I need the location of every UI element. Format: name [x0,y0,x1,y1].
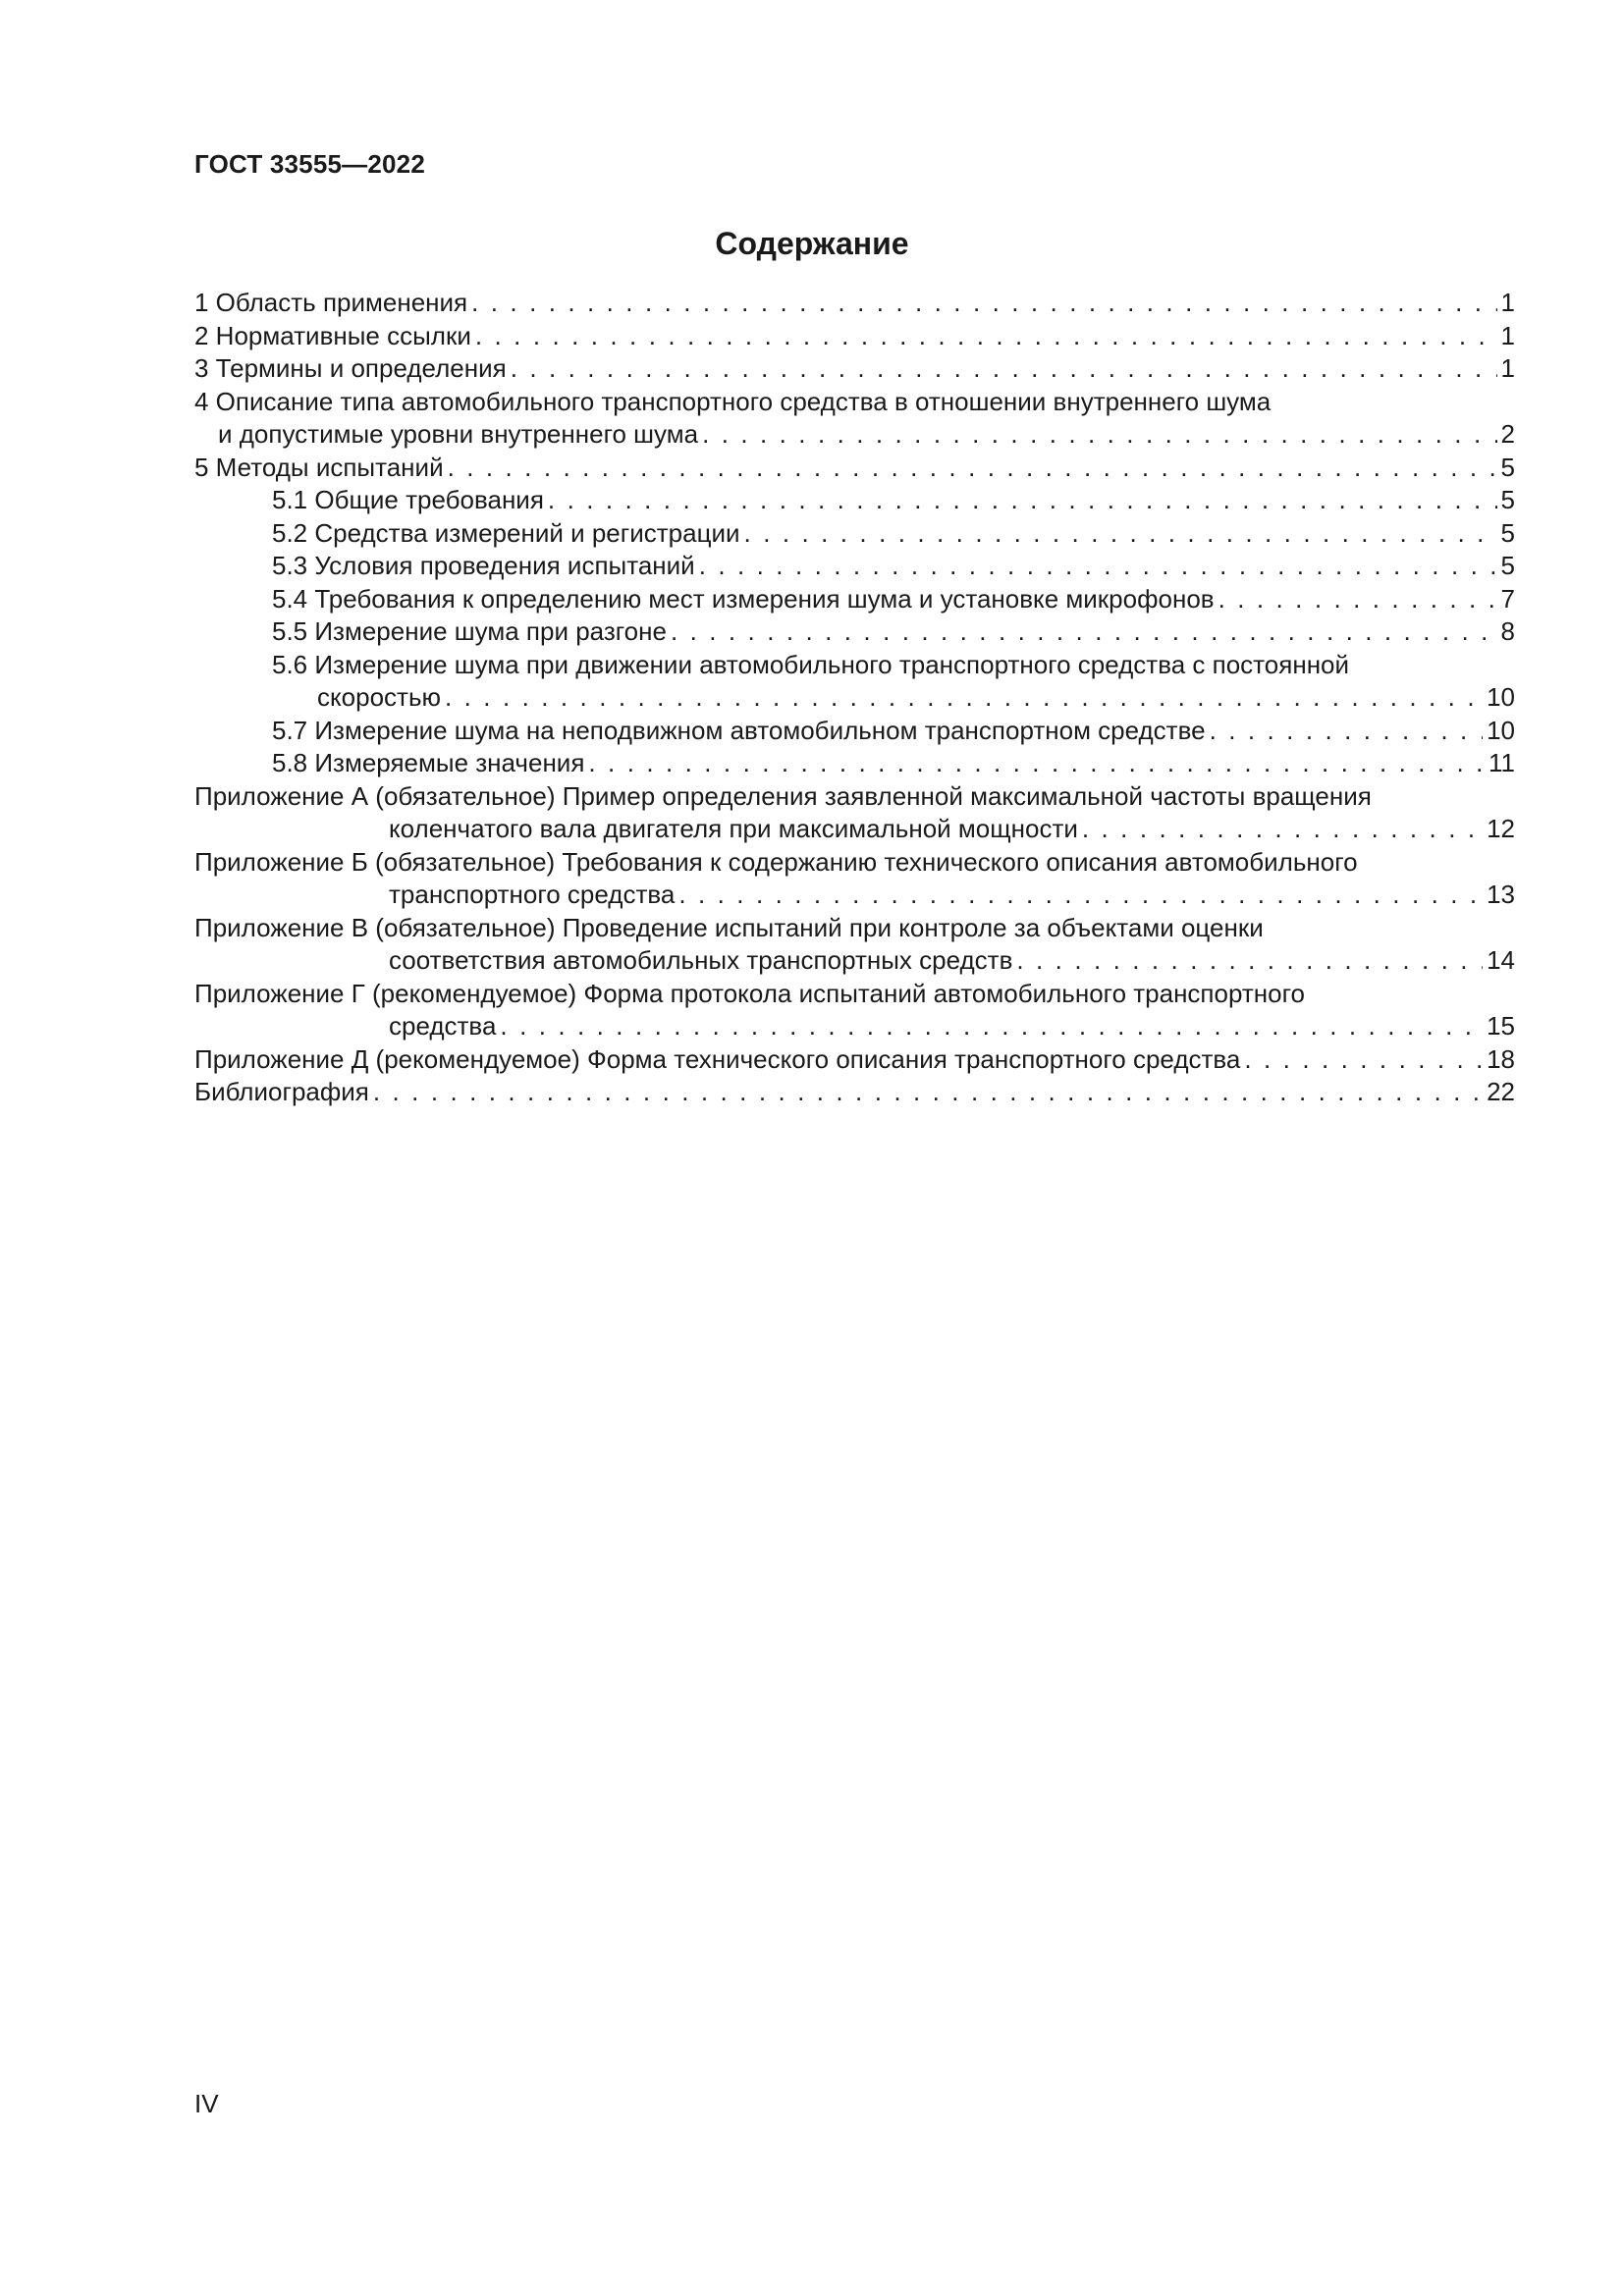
toc-entry-bibliography[interactable] [194,1076,1515,1109]
toc-entry-appendix-v[interactable] [194,912,1515,978]
toc-leader-dots [744,517,1497,551]
toc-leader-dots [702,418,1496,452]
toc-entry-terms-definitions[interactable] [194,352,1515,386]
toc-entry-label: 5.1 Общие требования [272,485,544,514]
toc-entry-stationary-noise[interactable] [194,715,1515,748]
toc-leader-dots [500,1010,1483,1043]
toc-page-number: 5 [1500,517,1515,548]
toc-entry-measurement-instruments[interactable] [194,517,1515,551]
toc-page-number: 22 [1487,1077,1515,1106]
toc-entry-vehicle-type-description[interactable] [194,386,1515,452]
toc-page-number: 11 [1489,748,1515,777]
toc-entry-test-conditions[interactable] [194,550,1515,583]
toc-entry-test-methods[interactable] [194,452,1515,485]
toc-leader-dots [548,484,1497,517]
toc-entry-label: Приложение Г (рекомендуемое) Форма протокола испытаний автомобильного транспортного [194,978,1305,1008]
toc-page-number: 8 [1500,616,1515,646]
toc-entry-label-continued: скоростью [317,682,442,712]
toc-entry-label: 5.3 Условия проведения испытаний [272,551,695,580]
toc-entry-general-requirements[interactable] [194,484,1515,517]
toc-entry-label: 3 Термины и определения [194,353,507,383]
toc-leader-dots [699,550,1497,583]
toc-entry-microphone-placement[interactable] [194,583,1515,616]
toc-page-number: 1 [1500,320,1515,350]
toc-entry-appendix-g[interactable] [194,978,1515,1043]
toc-entry-label: 5.4 Требования к определению мест измерения шума и установке микрофонов [272,583,1215,614]
toc-page-number: 10 [1487,682,1515,712]
toc-page-number: 18 [1487,1043,1515,1074]
toc-leader-dots [373,1076,1483,1109]
toc-entry-acceleration-noise[interactable] [194,615,1515,649]
toc-leader-dots [671,615,1497,649]
toc-leader-dots [1244,1043,1483,1077]
toc-leader-dots [678,879,1483,912]
toc-entry-label: 5.7 Измерение шума на неподвижном автомобильном транспортном средстве [272,715,1206,745]
toc-entry-label-continued: соответствия автомобильных транспортных средств [389,945,1013,975]
toc-leader-dots [1082,813,1483,846]
toc-page-number: 5 [1500,551,1515,580]
toc-entry-label: 4 Описание типа автомобильного транспортного средства в отношении внутреннего шума [194,386,1272,416]
toc-entry-label: 5.2 Средства измерений и регистрации [272,517,740,548]
toc-entry-constant-speed-noise[interactable] [194,649,1515,715]
toc-entry-label-continued: и допустимые уровни внутреннего шума [218,419,699,449]
toc-page-number: 5 [1500,452,1515,482]
toc-leader-dots [1016,944,1483,978]
toc-page-number: 5 [1500,485,1515,514]
toc-leader-dots [475,320,1497,353]
toc-page-number: 1 [1500,288,1515,317]
toc-entry-label: Приложение Б (обязательное) Требования к содержанию технического описания автомобильного [194,846,1358,877]
toc-page-number: 7 [1500,583,1515,614]
toc-leader-dots [1210,715,1484,748]
toc-page-number: 14 [1487,945,1515,975]
toc-page-number: 2 [1500,419,1515,449]
toc-entry-label-continued: коленчатого вала двигателя при максимальной мощности [389,814,1078,843]
toc-entry-label: 5.5 Измерение шума при разгоне [272,616,667,646]
toc-page-number: 12 [1487,814,1515,843]
toc-page-number: 1 [1500,353,1515,383]
toc-entry-label: 1 Область применения [194,288,468,317]
toc-leader-dots [448,452,1497,485]
toc-page-number: 13 [1487,880,1515,909]
toc-page-number: 15 [1487,1011,1515,1041]
toc-leader-dots [511,352,1497,386]
toc-entry-label: 5.8 Измеряемые значения [272,748,585,777]
toc-entry-label: 5 Методы испытаний [194,452,444,482]
toc-entry-appendix-a[interactable] [194,780,1515,846]
toc-entry-label: Приложение Д (рекомендуемое) Форма технического описания транспортного средства [194,1043,1241,1074]
toc-leader-dots [1218,583,1497,616]
toc-leader-dots [588,747,1485,780]
toc-entry-label-continued: средства [389,1011,497,1041]
toc-entry-label: 5.6 Измерение шума при движении автомобильного транспортного средства с постоянной [272,649,1350,679]
toc-title: Содержание [715,226,909,261]
toc-entry-normative-references[interactable] [194,320,1515,353]
toc-entry-appendix-b[interactable] [194,846,1515,912]
toc-entry-scope[interactable] [194,287,1515,320]
page-number: IV [194,2089,219,2118]
toc-entry-label-continued: транспортного средства [389,880,676,909]
toc-entry-measured-values[interactable] [194,747,1515,780]
toc-page-number: 10 [1487,715,1515,745]
toc-entry-label: Приложение В (обязательное) Проведение испытаний при контроле за объектами оценки [194,912,1264,942]
toc-leader-dots [471,287,1496,320]
toc-entry-label: Приложение А (обязательное) Пример определения заявленной максимальной частоты вращения [194,780,1372,811]
document-code: ГОСТ 33555—2022 [194,149,425,179]
toc-leader-dots [445,681,1483,715]
toc-entry-appendix-d[interactable] [194,1043,1515,1077]
toc-entry-label: Библиография [194,1077,369,1106]
toc-entry-label: 2 Нормативные ссылки [194,320,471,350]
table-of-contents [194,287,1515,1109]
